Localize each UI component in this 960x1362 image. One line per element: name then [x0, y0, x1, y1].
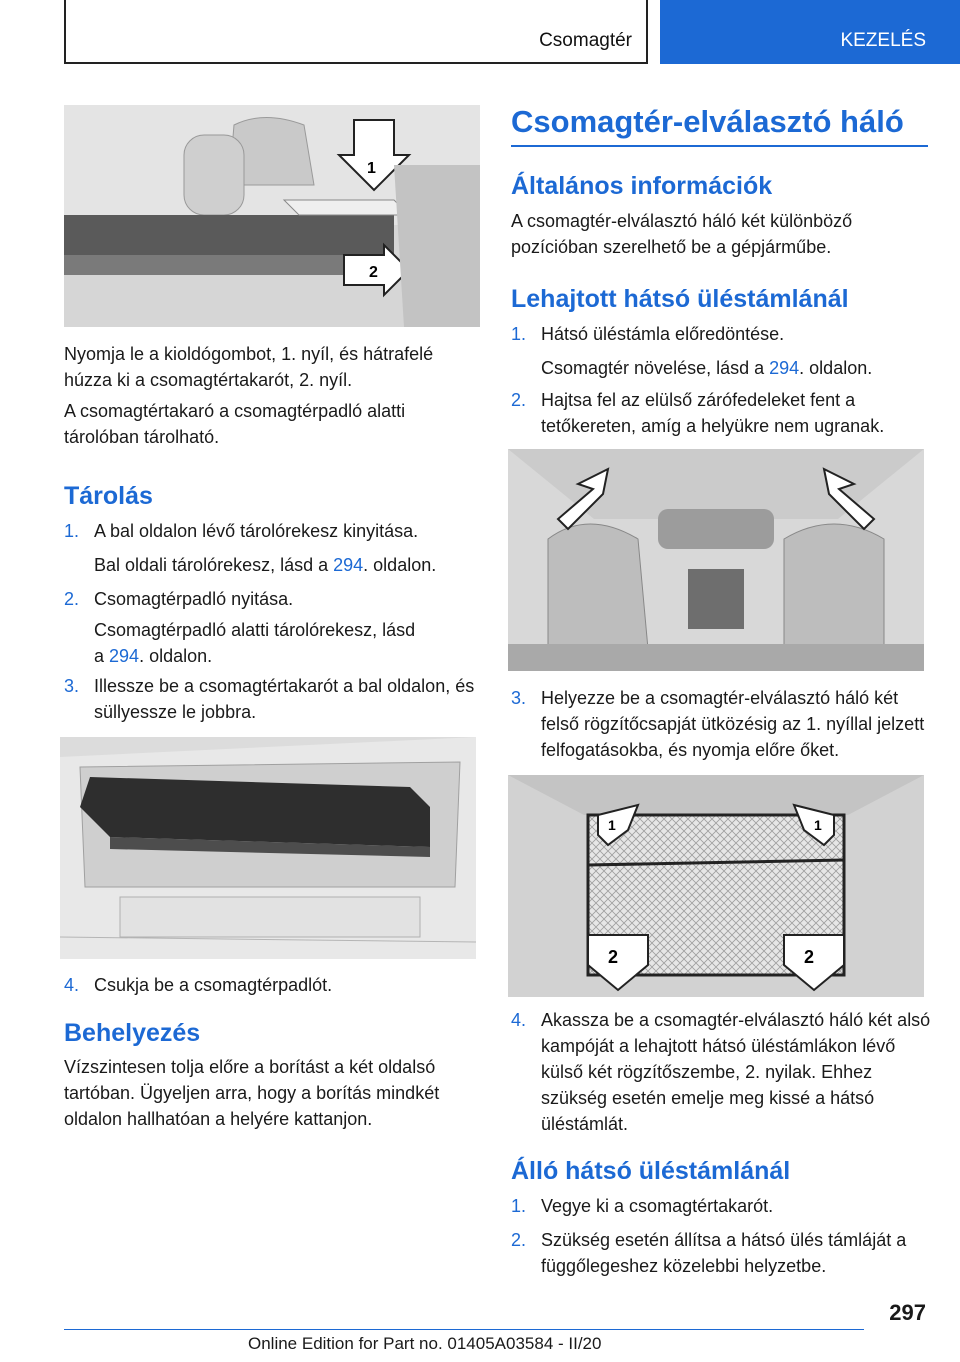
step-text: Csukja be a csomagtérpadlót.: [94, 975, 333, 995]
folded-step-1-ref: Csomagtér növelése, lásd a 294. oldalon.: [541, 358, 873, 378]
step-number: 1.: [511, 1196, 527, 1216]
header-bar: [64, 0, 648, 64]
footer-rule: [64, 1329, 864, 1330]
step-number: 2.: [511, 1230, 527, 1250]
trunk-storage-image: [60, 737, 476, 959]
footer-edition: Online Edition for Part no. 01405A03584 - II/20: [248, 1334, 602, 1353]
cargo-cover-image: [64, 105, 480, 327]
page-link[interactable]: 294: [109, 646, 140, 666]
storage-step-1-ref: Bal oldali tárolórekesz, lásd a 294. oldalon.: [94, 555, 437, 575]
title-rule: [511, 145, 928, 147]
general-text: A csomagtér-elválasztó háló két különböző pozícióban szerelhető be a gépjárműbe.: [511, 211, 853, 257]
step-number: 4.: [511, 1010, 527, 1030]
page-link[interactable]: 294: [769, 358, 800, 378]
step-text: Hátsó üléstámla előredöntése.: [541, 324, 785, 344]
insert-heading: Behelyezés: [64, 1019, 201, 1047]
step-number: 1.: [64, 521, 80, 541]
page-number: 297: [889, 1300, 926, 1325]
step-number: 2.: [64, 589, 80, 609]
chapter-tab[interactable]: [660, 0, 960, 64]
step-number: 3.: [511, 688, 527, 708]
arrow-label: 1: [367, 160, 376, 177]
page-link[interactable]: 294: [333, 555, 364, 575]
general-heading: Általános információk: [511, 172, 773, 200]
folded-heading: Lehajtott hátsó üléstámlánál: [511, 285, 849, 313]
page-title: Csomagtér-elválasztó háló: [511, 104, 904, 139]
step-text: Hajtsa fel az elülső zárófedeleket fent a tetőkereten, amíg a helyükre nem ugranak.: [541, 390, 885, 436]
intro-paragraph-2: A csomagtértakaró a csomagtérpadló alatti tárolóban tárolható.: [64, 401, 406, 447]
upright-heading: Álló hátsó üléstámlánál: [511, 1157, 791, 1185]
step-text: Csomagtérpadló nyitása.: [94, 589, 294, 609]
cargo-net-image: [508, 775, 924, 997]
arrow-label: 2: [608, 947, 619, 967]
step-text: Akassza be a csomagtér-elválasztó háló két alsó kampóját a lehajtott hátsó üléstámlákon lévő külső két rögzítőszembe, 2. nyilak. Ehhez szükség esetén emelje meg kissé a hátsó üléstámlát.: [541, 1010, 931, 1134]
arrow-label: 2: [804, 947, 815, 967]
step-number: 1.: [511, 324, 527, 344]
chapter-label: KEZELÉS: [840, 30, 926, 51]
roof-frame-image: [508, 449, 924, 671]
step-number: 2.: [511, 390, 527, 410]
step-text: Illessze be a csomagtértakarót a bal oldalon, és süllyessze le jobbra.: [94, 676, 475, 722]
insert-text: Vízszintesen tolja előre a borítást a két oldalsó tartóban. Ügyeljen arra, hogy a borítás mindkét oldalon hallhatóan a helyére kattanjon.: [64, 1057, 440, 1129]
arrow-label: 1: [608, 817, 616, 833]
step-number: 4.: [64, 975, 80, 995]
arrow-label: 2: [369, 264, 378, 281]
intro-paragraph-1: Nyomja le a kioldógombot, 1. nyíl, és hátrafelé húzza ki a csomagtértakarót, 2. nyíl.: [64, 344, 434, 390]
storage-step-2-ref: Csomagtérpadló alatti tárolórekesz, lásd a 294. oldalon.: [94, 620, 416, 666]
step-text: A bal oldalon lévő tárolórekesz kinyitása.: [94, 521, 419, 541]
step-number: 3.: [64, 676, 80, 696]
section-title: Csomagtér: [539, 30, 632, 51]
step-text: Vegye ki a csomagtértakarót.: [541, 1196, 774, 1216]
step-text: Szükség esetén állítsa a hátsó ülés támláját a függőlegeshez közelebbi helyzetbe.: [541, 1230, 907, 1276]
arrow-label: 1: [814, 817, 822, 833]
step-text: Helyezze be a csomagtér-elválasztó háló két felső rögzítőcsapját ütközésig az 1. nyíllal jelzett felfogatásokba, és nyomja előre őket.: [541, 688, 925, 760]
storage-heading: Tárolás: [64, 482, 153, 510]
